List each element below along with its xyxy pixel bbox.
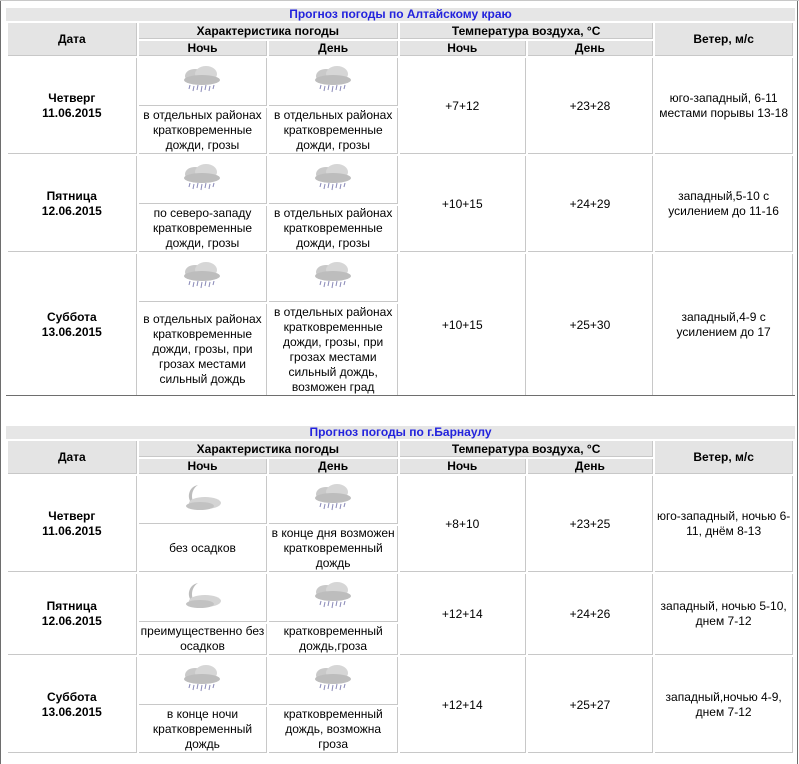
block-divider — [6, 395, 795, 396]
night-icon-cell — [139, 156, 268, 204]
rain-cloud-icon — [178, 163, 226, 196]
left-border — [0, 0, 1, 764]
night-description: преимущественно без осадков — [139, 624, 268, 655]
night-icon-cell — [139, 58, 268, 106]
date-cell — [8, 254, 137, 396]
header-characteristic: Характеристика погоды — [139, 23, 398, 39]
header-temp-day: День — [528, 459, 654, 474]
rain-cloud-icon — [309, 261, 357, 294]
rain-cloud-icon — [309, 163, 357, 196]
header-temperature: Температура воздуха, °С — [400, 441, 653, 457]
weekday: Суббота — [46, 309, 97, 324]
date: 11.06.2015 — [42, 105, 102, 120]
temp-day-cell: +25+30 — [528, 254, 654, 396]
date-cell — [8, 156, 137, 252]
header-temp-night: Ночь — [400, 459, 526, 474]
day-icon-cell — [269, 58, 398, 106]
temp-day-cell: +24+26 — [528, 574, 654, 655]
day-icon-cell — [269, 254, 398, 302]
rain-cloud-icon — [178, 65, 226, 98]
wind-cell: юго-западный, ночью 6-11, днём 8-13 — [655, 476, 793, 572]
wind-cell: западный,5-10 с усилением до 11-16 — [655, 156, 793, 252]
weekday: Пятница — [46, 188, 97, 203]
weekday: Суббота — [46, 689, 97, 704]
day-description: кратковременный дождь,гроза — [269, 624, 398, 655]
temp-day-cell: +25+27 — [528, 657, 654, 753]
temp-night-cell: +10+15 — [400, 254, 526, 396]
header-characteristic: Характеристика погоды — [139, 441, 398, 457]
day-description: в конце дня возможен кратковременный дождь — [269, 526, 398, 572]
date: 11.06.2015 — [42, 523, 102, 538]
night-description: в конце ночи кратковременный дождь — [139, 707, 268, 753]
header-wind: Ветер, м/с — [655, 441, 793, 474]
day-description: в отдельных районах кратковременные дожди, грозы, при грозах местами сильный дождь, возможен град — [269, 304, 398, 396]
night-icon-cell — [139, 574, 268, 622]
date-cell — [8, 58, 137, 154]
date: 12.06.2015 — [41, 203, 102, 218]
forecast-block-region — [6, 8, 795, 398]
wind-cell: западный,4-9 с усилением до 17 — [655, 254, 793, 396]
temp-night-cell: +10+15 — [400, 156, 526, 252]
night-icon-cell — [139, 657, 268, 705]
forecast-table-barnaul — [6, 439, 795, 755]
header-day: День — [269, 459, 398, 474]
header-date: Дата — [8, 23, 137, 56]
header-date: Дата — [8, 441, 137, 474]
date: 12.06.2015 — [41, 614, 102, 628]
moon-cloud-icon — [178, 482, 226, 517]
date-cell — [8, 574, 137, 655]
night-description: в отдельных районах кратковременные дожди, грозы — [139, 108, 268, 154]
rain-cloud-icon — [309, 581, 357, 614]
day-icon-cell — [269, 156, 398, 204]
top-border — [0, 0, 799, 1]
forecast-table-region — [6, 21, 795, 398]
rain-cloud-icon — [309, 65, 357, 98]
wind-cell: юго-западный, 6-11 местами порывы 13-18 — [655, 58, 793, 154]
date: 13.06.2015 — [41, 324, 102, 339]
temp-day-cell: +23+25 — [528, 476, 654, 572]
night-description: по северо-западу кратковременные дожди, грозы — [139, 206, 268, 252]
weekday: Четверг — [48, 90, 96, 105]
day-icon-cell — [269, 476, 398, 524]
temp-day-cell: +24+29 — [528, 156, 654, 252]
block-title: Прогноз погоды по г.Барнаулу — [6, 426, 795, 439]
date-cell — [8, 657, 137, 753]
date-cell — [8, 476, 137, 572]
temp-night-cell: +7+12 — [400, 58, 526, 154]
rain-cloud-icon — [178, 664, 226, 697]
header-night: Ночь — [139, 459, 268, 474]
rain-cloud-icon — [309, 483, 357, 516]
night-icon-cell — [139, 476, 268, 524]
weekday: Пятница — [46, 599, 97, 613]
header-temp-day: День — [528, 41, 654, 56]
temp-night-cell: +8+10 — [400, 476, 526, 572]
wind-cell: западный,ночью 4-9, днем 7-12 — [655, 657, 793, 753]
block-title: Прогноз погоды по Алтайскому краю — [6, 8, 795, 21]
day-icon-cell — [269, 574, 398, 622]
header-day: День — [269, 41, 398, 56]
day-description: в отдельных районах кратковременные дожди, грозы — [269, 108, 398, 154]
temp-night-cell: +12+14 — [400, 657, 526, 753]
day-description: в отдельных районах кратковременные дожди, грозы — [269, 206, 398, 252]
wind-cell: западный, ночью 5-10, днем 7-12 — [655, 574, 793, 655]
day-icon-cell — [269, 657, 398, 705]
header-temperature: Температура воздуха, °С — [400, 23, 653, 39]
right-border — [797, 0, 798, 764]
night-icon-cell — [139, 254, 268, 302]
header-wind: Ветер, м/с — [655, 23, 793, 56]
header-temp-night: Ночь — [400, 41, 526, 56]
header-night: Ночь — [139, 41, 268, 56]
forecast-block-barnaul — [6, 426, 795, 755]
day-description: кратковременный дождь, возможна гроза — [269, 707, 398, 753]
weekday: Четверг — [48, 508, 96, 523]
rain-cloud-icon — [178, 261, 226, 294]
moon-cloud-icon — [178, 580, 226, 615]
night-description: без осадков — [139, 526, 268, 572]
rain-cloud-icon — [309, 664, 357, 697]
night-description: в отдельных районах кратковременные дожди, грозы, при грозах местами сильный дождь — [139, 304, 268, 396]
temp-day-cell: +23+28 — [528, 58, 654, 154]
temp-night-cell: +12+14 — [400, 574, 526, 655]
date: 13.06.2015 — [41, 704, 102, 719]
